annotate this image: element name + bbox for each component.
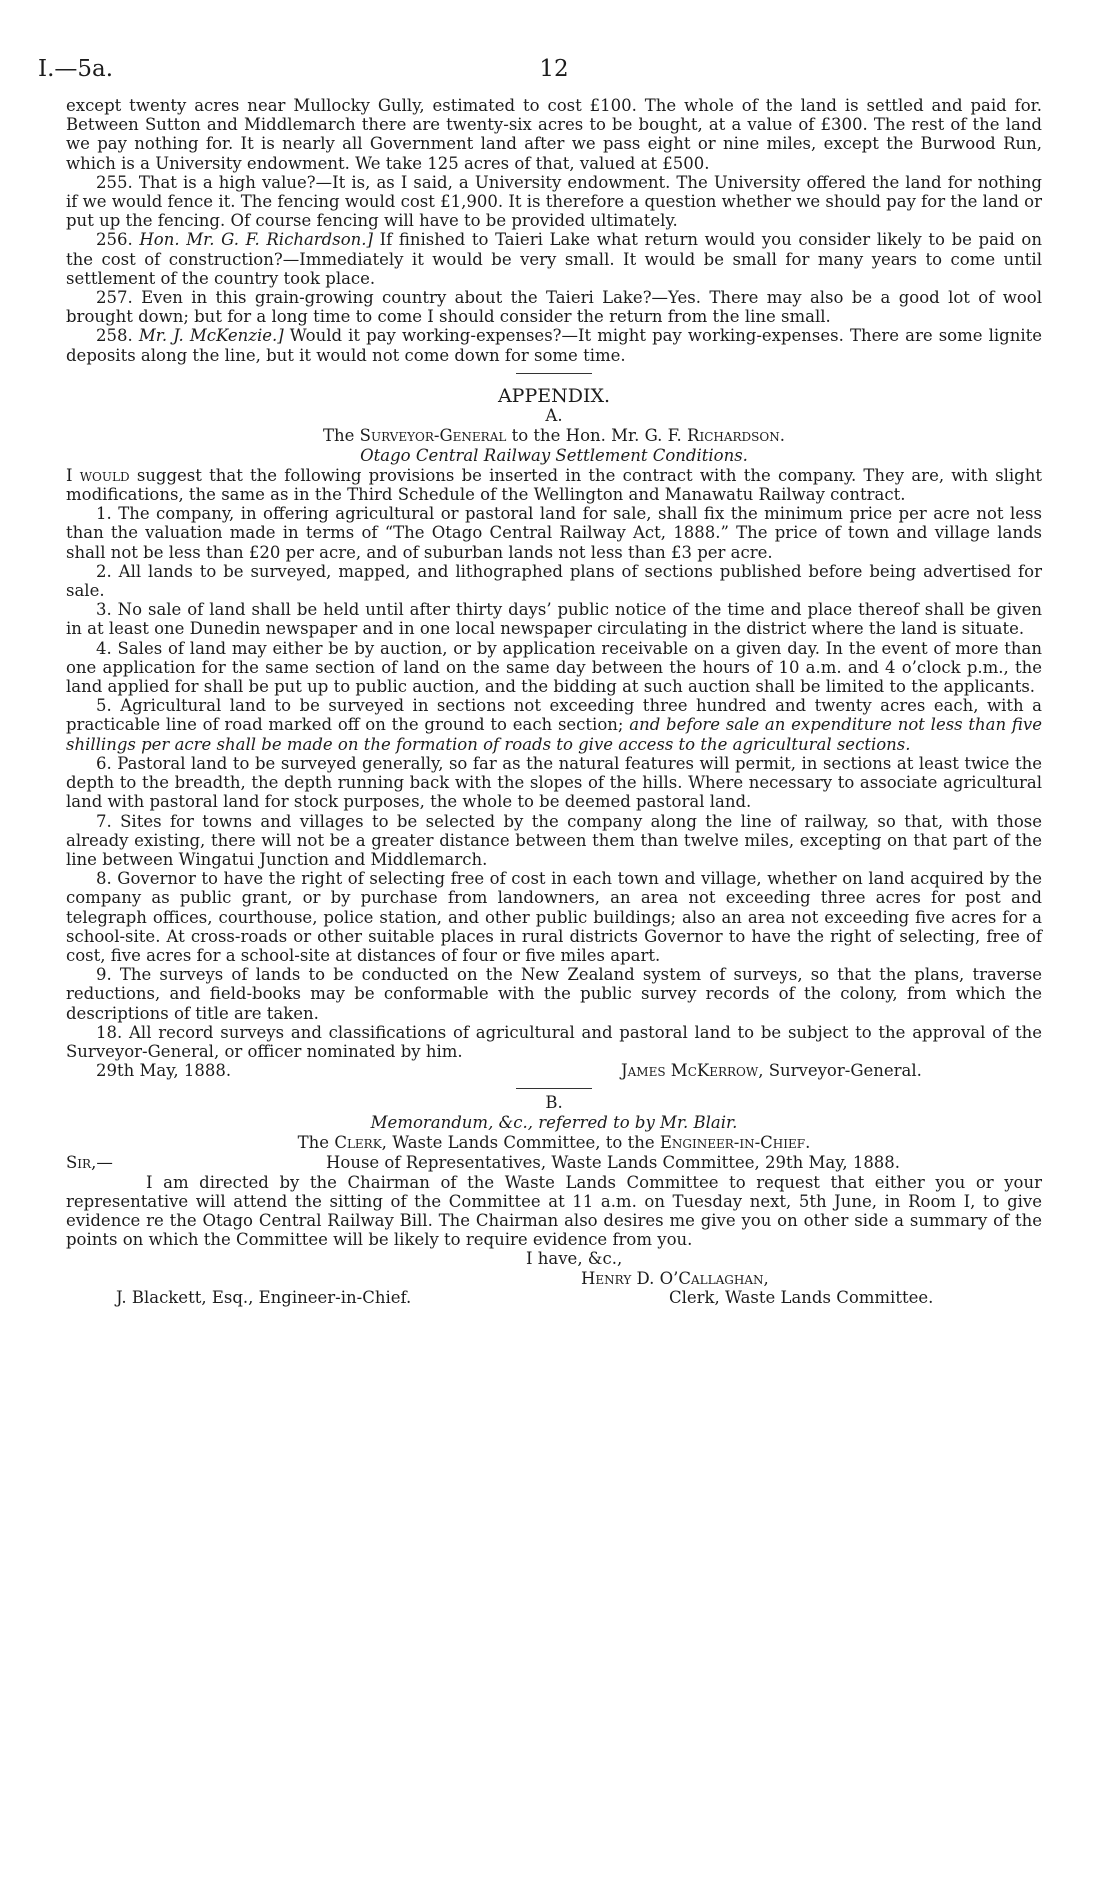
paragraph-q257: 257. Even in this grain-growing country about the Taieri Lake?—Yes. There may also be a good lot of wool brought down; but for a long time to come I should consider the return from the line small. xyxy=(66,288,1042,327)
signer-line xyxy=(66,1269,1042,1288)
condition-18: 18. All record surveys and classifications of agricultural and pastoral land to be subject to the approval of the Surveyor-General, or officer nominated by him. xyxy=(66,1022,1042,1061)
addressee: J. Blackett, Esq., Engineer-in-Chief. xyxy=(116,1287,412,1307)
section-divider xyxy=(516,373,592,374)
condition-7: 7. Sites for towns and villages to be selected by the company along the line of railway, so that, with those already existing, there will not be a greater distance between them than twelve miles, excepting on that part of the line between Wingatui Junction and Middlemarch. xyxy=(66,811,1042,869)
section-a-subtitle: Otago Central Railway Settlement Conditions. xyxy=(360,445,748,465)
page-header xyxy=(38,56,1042,96)
condition-8: 8. Governor to have the right of selecting free of cost in each town and village, whether on land acquired by the company as public grant, or by purchase from landowners, an area not exceeding three acres for post and telegraph offices, courthouse, police station, and other public buildings; also an area not exceeding five acres for a school-site. At cross-roads or other suitable places in rural districts Governor to have the right of selecting, free of cost, five acres for a school-site at distances of four or five miles apart. xyxy=(66,869,1042,965)
section-b-subtitle: Memorandum, &c., referred to by Mr. Blair. xyxy=(370,1113,738,1133)
document-page xyxy=(38,56,1043,1307)
section-divider xyxy=(516,1088,592,1089)
condition-1: 1. The company, in offering agricultural or pastoral land for sale, shall fix the minimum price per acre not less than the valuation made in terms of “The Otago Central Railway Act, 1888.” The price of town and village lands shall not be less than £20 per acre, and of suburban lands not less than £3 per acre. xyxy=(66,504,1042,562)
letter-address: House of Representatives, Waste Lands Committee, 29th May, 1888. xyxy=(326,1153,901,1173)
paragraph-q258: 258. Mr. J. McKenzie.] Would it pay working-expenses?—It might pay working-expenses. There are some lignite deposits along the line, but it would not come down for some time. xyxy=(66,326,1043,365)
appendix-intro: I would suggest that the following provisions be inserted in the contract with the company. They are, with slight modifications, the same as in the Third Schedule of the Wellington and Manawatu Railway contract. xyxy=(66,465,1042,505)
section-b-heading: The Clerk, Waste Lands Committee, to the Engineer-in-Chief. xyxy=(297,1133,811,1153)
section-a-heading: The Surveyor-General to the Hon. Mr. G. F. Richardson. xyxy=(323,425,785,445)
condition-2: 2. All lands to be surveyed, mapped, and lithographed plans of sections published before being advertised for sale. xyxy=(66,561,1042,601)
section-a-label: A. xyxy=(545,405,563,425)
document-reference: I.—5a. xyxy=(38,56,114,82)
signer-name: Henry D. O’Callaghan, xyxy=(581,1268,769,1288)
letter-closing: I have, &c., xyxy=(526,1249,623,1269)
letter-body: I am directed by the Chairman of the Waste Lands Committee to request that either you or your representative will attend the sitting of the Committee at 11 a.m. on Tuesday next, 5th June, in Room I, to give evidence re the Otago Central Railway Bill. The Chairman also desires me give you on other side a summary of the points on which the Committee will be likely to require evidence from you. xyxy=(66,1172,1042,1250)
paragraph-q256: 256. Hon. Mr. G. F. Richardson.] If finished to Taieri Lake what return would you consider likely to be paid on the cost of construction?—Immediately it would be very small. It would be small for many years to come until settlement of the country took place. xyxy=(66,230,1042,288)
signature: James McKerrow, Surveyor-General. xyxy=(621,1061,922,1081)
paragraph-q255: 255. That is a high value?—It is, as I said, a University endowment. The University offered the land for nothing if we would fence it. The fencing would cost £1,900. It is therefore a question whether we should pay for the land or put up the fencing. Of course fencing will have to be provided ultimately. xyxy=(66,172,1042,231)
signer-title: Clerk, Waste Lands Committee. xyxy=(669,1287,934,1307)
appendix-title: APPENDIX. xyxy=(497,384,611,407)
section-b-label: B. xyxy=(545,1093,563,1113)
condition-9: 9. The surveys of lands to be conducted on the New Zealand system of surveys, so that the plans, traverse reductions, and field-books may be conformable with the public survey records of the colony, from which the descriptions of title are taken. xyxy=(66,965,1042,1023)
speaker-name: Hon. Mr. G. F. Richardson.] xyxy=(139,230,373,250)
condition-5: 5. Agricultural land to be surveyed in sections not exceeding three hundred and twenty acres each, with a practicable line of road marked off on the ground to each section; and before sale an expenditure not less than five shillings per acre shall be made on the formation of roads to give access to the agricultural sections. xyxy=(66,696,1042,754)
page-number: 12 xyxy=(539,56,569,82)
salutation: Sir,— xyxy=(66,1153,113,1173)
final-line xyxy=(66,1288,1042,1307)
condition-4: 4. Sales of land may either be by auction, or by application receivable on a given day. In the event of more than one application for the same section of land on the same day between the hours of 10 a.m. and 4 o’clock p.m., the land applied for shall be put up to public auction, and the bidding at such auction shall be limited to the applicants. xyxy=(66,638,1042,697)
salutation-line xyxy=(66,1153,1042,1172)
condition-3: 3. No sale of land shall be held until after thirty days’ public notice of the time and place thereof shall be given in at least one Dunedin newspaper and in one local newspaper circulating in the district where the land is situate. xyxy=(66,600,1042,639)
paragraph-continuation: except twenty acres near Mullocky Gully, estimated to cost £100. The whole of the land is settled and paid for. Between Sutton and Middlemarch there are twenty-six acres to be bought, at a value of £300. The rest of the land we pay nothing for. It is nearly all Government land after we pass eight or nine miles, except the Burwood Run, which is a University endowment. We take 125 acres of that, valued at £500. xyxy=(66,96,1042,173)
speaker-name: Mr. J. McKenzie.] xyxy=(138,326,284,346)
signature-line-a xyxy=(66,1061,1042,1080)
letter-date: 29th May, 1888. xyxy=(96,1061,232,1081)
condition-6: 6. Pastoral land to be surveyed generally, so far as the natural features will permit, in sections at least twice the depth to the breadth, the depth running back with the slopes of the hills. Where necessary to associate agricultural land with pastoral land for stock purposes, the whole to be deemed pastoral land. xyxy=(66,753,1042,812)
closing-line xyxy=(66,1249,1042,1268)
